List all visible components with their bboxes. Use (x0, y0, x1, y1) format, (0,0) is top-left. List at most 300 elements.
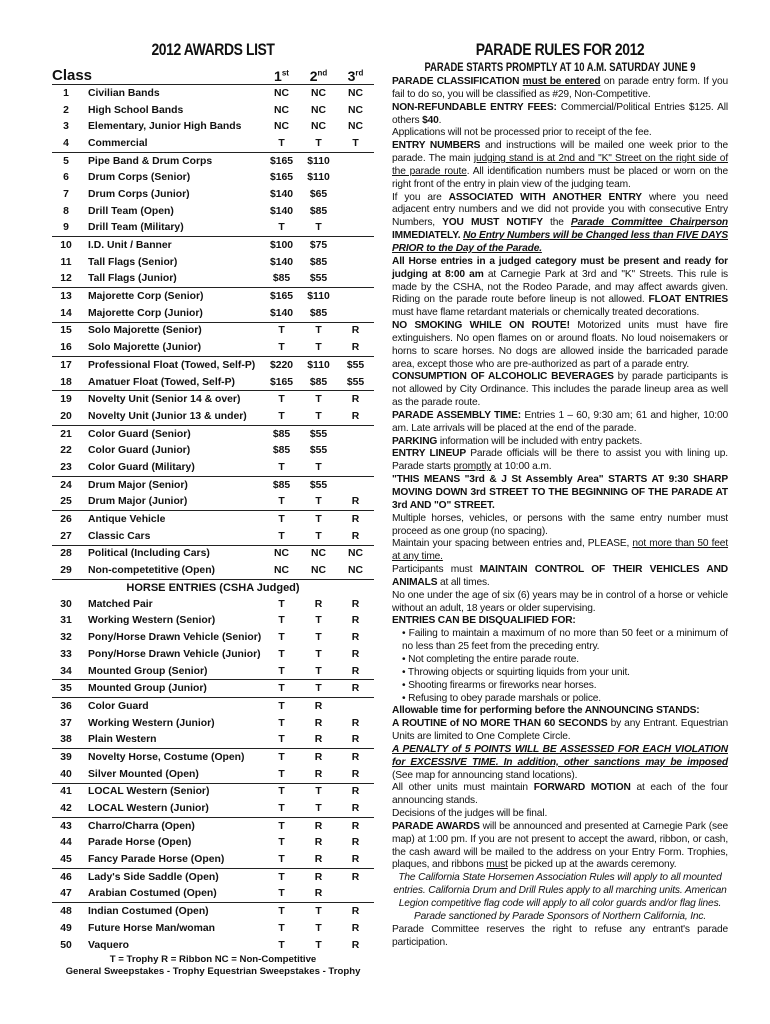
class-number: 30 (60, 598, 72, 610)
third-prize: R (351, 734, 360, 746)
second-prize: NC (310, 565, 326, 577)
class-label: Class (52, 67, 93, 84)
awards-header (52, 62, 374, 84)
class-name: Solo Majorette (Junior) (88, 342, 202, 354)
class-number: 35 (60, 683, 72, 695)
first-prize: $85 (272, 445, 291, 457)
table-row (52, 426, 374, 443)
class-name: Majorette Corp (Junior) (88, 307, 203, 319)
third-prize: R (351, 871, 360, 883)
second-prize: T (315, 394, 322, 406)
third-prize: R (351, 648, 360, 660)
first-prize: T (278, 598, 285, 610)
second-prize: T (315, 514, 322, 526)
table-row (52, 562, 374, 580)
third-prize: R (351, 717, 360, 729)
second-prize: R (314, 700, 323, 712)
third-prize: R (351, 530, 360, 542)
class-name: Matched Pair (88, 598, 153, 610)
first-prize: NC (273, 121, 289, 133)
class-number: 9 (63, 222, 69, 234)
first-prize: $85 (272, 273, 291, 285)
third-prize: R (351, 665, 360, 677)
table-row (52, 220, 374, 238)
table-row (52, 749, 374, 766)
third-prize: R (351, 786, 360, 798)
class-name: Color Guard (Senior) (88, 428, 191, 440)
second-prize: R (314, 854, 323, 866)
class-number: 33 (60, 648, 72, 660)
first-prize: T (278, 751, 285, 763)
first-prize: T (278, 683, 285, 695)
table-row (52, 305, 374, 323)
third-prize: R (351, 820, 360, 832)
table-row (52, 731, 374, 749)
class-number: 26 (60, 514, 72, 526)
table-row (52, 920, 374, 937)
class-name: Novelty Unit (Senior 14 & over) (88, 394, 241, 406)
class-name: Charro/Charra (Open) (88, 820, 195, 832)
table-row (52, 459, 374, 477)
class-number: 28 (60, 548, 72, 560)
table-row (52, 477, 374, 494)
class-number: 18 (60, 376, 72, 388)
class-number: 48 (60, 906, 72, 918)
table-row (52, 546, 374, 563)
rules-title: PARADE RULES FOR 2012 (475, 40, 645, 59)
first-prize: T (278, 648, 285, 660)
class-name: I.D. Unit / Banner (88, 240, 172, 252)
class-name: Working Western (Senior) (88, 615, 216, 627)
first-prize: T (278, 514, 285, 526)
first-prize: $140 (269, 256, 294, 268)
legend (52, 954, 374, 978)
table-row (52, 835, 374, 852)
class-number: 42 (60, 803, 72, 815)
class-number: 6 (63, 172, 69, 184)
table-row (52, 937, 374, 954)
first-prize: T (278, 394, 285, 406)
class-name: Arabian Costumed (Open) (88, 888, 217, 900)
table-row (52, 442, 374, 459)
second-prize: T (315, 342, 322, 354)
class-number: 24 (60, 479, 72, 491)
table-row (52, 784, 374, 801)
first-prize: $140 (269, 188, 294, 200)
class-name: Fancy Parade Horse (Open) (88, 854, 225, 866)
class-number: 43 (60, 820, 72, 832)
table-row (52, 680, 374, 698)
class-name: Novelty Horse, Costume (Open) (88, 751, 245, 763)
second-prize: T (315, 683, 322, 695)
legend-line2: General Sweepstakes - Trophy Equestrian Sweepstakes - Trophy (65, 966, 361, 978)
second-prize: $65 (309, 188, 328, 200)
class-number: 3 (63, 121, 69, 133)
third-prize: R (351, 325, 360, 337)
class-name: Mounted Group (Senior) (88, 665, 208, 677)
class-name: Amatuer Float (Towed, Self-P) (88, 376, 236, 388)
first-prize: $165 (269, 376, 294, 388)
legend-line1: T = Trophy R = Ribbon NC = Non-Competitive (109, 954, 317, 966)
class-name: Pony/Horse Drawn Vehicle (Senior) (88, 632, 262, 644)
class-name: Lady's Side Saddle (Open) (88, 871, 219, 883)
first-prize: T (278, 939, 285, 951)
first-prize: T (278, 820, 285, 832)
horse-table (52, 596, 374, 953)
second-prize: R (314, 751, 323, 763)
rules-footer: Parade Committee reserves the right to refuse any entrant's parade participation. (392, 923, 728, 948)
class-name: Mounted Group (Junior) (88, 683, 207, 695)
class-name: Antique Vehicle (88, 514, 166, 526)
first-prize: T (278, 496, 285, 508)
third-prize: NC (347, 565, 363, 577)
first-prize: T (278, 906, 285, 918)
first-prize: $140 (269, 205, 294, 217)
awards-title: 2012 AWARDS LIST (151, 40, 275, 59)
first-prize: $85 (272, 479, 291, 491)
class-number: 39 (60, 751, 72, 763)
class-number: 1 (63, 87, 69, 99)
class-name: Tall Flags (Senior) (88, 256, 178, 268)
table-row (52, 408, 374, 426)
second-prize: $110 (307, 359, 330, 371)
table-row (52, 629, 374, 646)
first-prize: T (278, 837, 285, 849)
first-prize: NC (273, 87, 289, 99)
first-prize: T (278, 803, 285, 815)
rules-text: PARADE CLASSIFICATION must be entered on parade entry form. If you fail to do so, you will be classified as #29, Non-Competitive. NON-REFUNDABLE ENTRY FEES: Commercial/Political Entries $125. All others $40. Applications will not be processed prior to receipt of the fee. ENTRY NUMBERS and instructions will be mailed one week prior to the parade. The main judging stand is at 2nd and "K" Street on the right side of the parade route. All identification numbers must be placed or worn on the right front of the entry in plain view of the judging team. If you are ASSOCIATED WITH ANOTHER ENTRY where you need adjacent entry numbers and we did not provide you with consecutive Entry Numbers, YOU MUST NOTIFY the Parade Committee Chairperson IMMEDIATELY. No Entry Numbers will be Changed less than FIVE DAYS PRIOR to the Day of the Parade. All Horse entries in a judged category must be present and ready for judging at 8:00 am at Carnegie Park at 3rd and "K" Streets. This rule is made by the CSHA, not the Rodeo Parade, and may affect awards given. Riding on the parade route before lineup is not allowed. FLOAT ENTRIES must have flame retardant materials or chemically treated decorations. NO SMOKING WHILE ON ROUTE! Motorized units must have fire extinguishers. No open flames on or around floats. No loud noisemakers or horns to scare horses. No dogs are allowed inside the barricaded parade area, except those who are pre-authorized as part of a parade entry. CONSUMPTION OF ALCOHOLIC BEVERAGES by parade participants is not allowed by City Ordinance. This includes the parade lineup area as well as the parade route. PARADE ASSEMBLY TIME: Entries 1 – 60, 9:30 am; 61 and higher, 10:00 am. Late arrivals will be placed at the end of the parade. PARKING information will be included with entry packets. ENTRY LINEUP Parade officials will be there to assist you with lining up. Parade starts promptly at 10:00 a.m. "THIS MEANS "3rd & J St Assembly Area" STARTS AT 9:30 SHARP MOVING DOWN 3rd STREET TO THE BEGINNING OF THE PARADE AT 3rd AND "O" STREET. Multiple horses, vehicles, or persons with the same entry number must proceed as one group (no spacing). Maintain your spacing between entries and, PLEASE, not more than 50 feet at any time. Participants must MAINTAIN CONTROL OF THEIR VEHICLES AND ANIMALS at all times. No one under the age of six (6) years may be in control of a horse or vehicle without an adult, 18 years or older supervising. ENTRIES CAN BE DISQUALIFIED FOR: • Failing to maintain a maximum of no more than 50 feet or a minimum of no less than 25 feet from the preceding entry. • Not completing the entire parade route. • Throwing objects or squirting liquids from your unit. • Shooting firearms or fireworks near horses. • Refusing to obey parade marshals or police. Allowable time for performing before the ANNOUNCING STANDS: A ROUTINE of NO MORE THAN 60 SECONDS by any Entrant. Equestrian Units are limited to One Complete Circle. A PENALTY of 5 POINTS WILL BE ASSESSED FOR EACH VIOLATION for EXCESSIVE TIME. In addition, other sanctions may be imposed (See map for announcing stand locations). All other units must maintain FORWARD MOTION at each of the four announcing stands. Decisions of the judges will be final. PARADE AWARDS will be announced and presented at Carnegie Park (see map) at 1:00 pm. If you are not present to accept the award, ribbon, or cash, the cash award will be mailed to the address on your Entry Form. Trophies, plaques, and ribbons must be picked up at the awards ceremony. The California State Horsemen Association Rules will apply to all mounted entries. California Drum and Drill Rules apply to all marching units. American Legion competitive flag code will apply to all color guards and/or flag lines. Parade sanctioned by Parade Sponsors of Northern California, Inc. Parade Committee reserves the right to refuse any entrant's parade participation. (392, 76, 728, 949)
horse-entries-title: HORSE ENTRIES (CSHA Judged) (126, 581, 300, 594)
first-prize: T (278, 137, 285, 149)
third-prize: $55 (346, 376, 365, 388)
class-name: Professional Float (Towed, Self-P) (88, 359, 256, 371)
table-row (52, 903, 374, 920)
col-first: 1st (274, 68, 289, 84)
second-prize: R (314, 837, 323, 849)
first-prize: $140 (269, 307, 294, 319)
second-prize: NC (310, 87, 326, 99)
second-prize: T (315, 410, 322, 422)
class-number: 38 (60, 734, 72, 746)
second-prize: $55 (309, 479, 328, 491)
class-name: High School Bands (88, 104, 184, 116)
second-prize: R (314, 768, 323, 780)
table-row (52, 886, 374, 904)
first-prize: T (278, 700, 285, 712)
table-row (52, 494, 374, 512)
class-name: Silver Mounted (Open) (88, 768, 199, 780)
class-number: 36 (60, 700, 72, 712)
table-row (52, 357, 374, 374)
class-name: Parade Horse (Open) (88, 837, 192, 849)
table-row (52, 85, 374, 102)
class-number: 19 (60, 394, 72, 406)
class-name: Non-competetitive (Open) (88, 565, 216, 577)
class-number: 47 (60, 888, 72, 900)
second-prize: R (314, 871, 323, 883)
first-prize: T (278, 854, 285, 866)
class-name: LOCAL Western (Senior) (88, 786, 210, 798)
table-row (52, 102, 374, 119)
class-name: Tall Flags (Junior) (88, 273, 177, 285)
third-prize: R (351, 751, 360, 763)
table-row (52, 818, 374, 835)
table-row (52, 869, 374, 886)
table-row (52, 135, 374, 153)
class-number: 17 (60, 359, 72, 371)
second-prize: T (315, 461, 322, 473)
first-prize: $220 (269, 359, 294, 371)
first-prize: T (278, 325, 285, 337)
second-prize: R (314, 598, 323, 610)
third-prize: R (351, 394, 360, 406)
third-prize: R (351, 803, 360, 815)
class-number: 32 (60, 632, 72, 644)
class-number: 25 (60, 496, 72, 508)
class-name: Working Western (Junior) (88, 717, 215, 729)
class-name: Pony/Horse Drawn Vehicle (Junior) (88, 648, 261, 660)
second-prize: T (315, 939, 322, 951)
third-prize: R (351, 922, 360, 934)
table-row (52, 766, 374, 784)
second-prize: T (315, 648, 322, 660)
second-prize: $85 (309, 307, 328, 319)
second-prize: T (315, 530, 322, 542)
rules-note: The California State Horsemen Association Rules will apply to all mounted entries. California Drum and Drill Rules apply to all marching units. American Legion competitive flag code will apply to all color guards and/or flag lines. Parade sanctioned by Parade Sponsors of Northern California, Inc. (393, 872, 727, 922)
class-number: 29 (60, 565, 72, 577)
table-row (52, 203, 374, 220)
table-row (52, 596, 374, 613)
first-prize: $165 (269, 155, 294, 167)
third-prize: NC (347, 121, 363, 133)
first-prize: T (278, 342, 285, 354)
table-row (52, 323, 374, 340)
class-number: 27 (60, 530, 72, 542)
second-prize: T (315, 137, 322, 149)
first-prize: T (278, 410, 285, 422)
first-prize: T (278, 786, 285, 798)
table-row (52, 254, 374, 271)
second-prize: T (315, 615, 322, 627)
table-row (52, 698, 374, 715)
second-prize: $85 (309, 205, 328, 217)
first-prize: $100 (269, 240, 294, 252)
second-prize: T (315, 906, 322, 918)
second-prize: R (314, 888, 323, 900)
class-number: 45 (60, 854, 72, 866)
class-name: Drill Team (Military) (88, 222, 184, 234)
col-second: 2nd (309, 68, 328, 84)
class-name: Elementary, Junior High Bands (88, 121, 242, 133)
col-third: 3rd (347, 68, 364, 84)
second-prize: NC (310, 121, 326, 133)
first-prize: T (278, 734, 285, 746)
second-prize: $75 (309, 240, 328, 252)
class-name: Color Guard (Military) (88, 461, 195, 473)
second-prize: T (315, 325, 322, 337)
class-number: 11 (60, 256, 72, 268)
second-prize: $55 (309, 428, 328, 440)
second-prize: $55 (309, 445, 328, 457)
table-row (52, 237, 374, 254)
class-name: Drum Corps (Senior) (88, 172, 191, 184)
table-row (52, 153, 374, 170)
third-prize: R (351, 854, 360, 866)
second-prize: R (314, 717, 323, 729)
first-prize: T (278, 871, 285, 883)
table-row (52, 715, 374, 732)
second-prize: $110 (307, 291, 330, 303)
second-prize: T (315, 786, 322, 798)
table-row (52, 271, 374, 289)
second-prize: $110 (307, 155, 330, 167)
first-prize: NC (273, 565, 289, 577)
first-prize: NC (273, 548, 289, 560)
class-number: 49 (60, 922, 72, 934)
third-prize: R (351, 514, 360, 526)
class-number: 2 (63, 104, 69, 116)
table-row (52, 288, 374, 305)
rules-subtitle: PARADE STARTS PROMPTLY AT 10 A.M. SATURDAY JUNE 9 (424, 62, 696, 74)
class-name: Drum Major (Senior) (88, 479, 188, 491)
first-prize: T (278, 717, 285, 729)
class-name: Drum Major (Junior) (88, 496, 188, 508)
third-prize: R (351, 615, 360, 627)
class-number: 37 (60, 717, 72, 729)
class-name: Pipe Band & Drum Corps (88, 155, 213, 167)
class-number: 34 (60, 665, 72, 677)
second-prize: $85 (309, 376, 328, 388)
table-row (52, 663, 374, 681)
class-number: 21 (60, 428, 72, 440)
second-prize: NC (310, 548, 326, 560)
second-prize: $85 (309, 256, 328, 268)
awards-list (52, 40, 374, 978)
table-row (52, 511, 374, 528)
table-row (52, 646, 374, 663)
third-prize: R (351, 632, 360, 644)
third-prize: T (352, 137, 359, 149)
table-row (52, 339, 374, 357)
third-prize: R (351, 837, 360, 849)
class-name: Drill Team (Open) (88, 205, 174, 217)
class-number: 5 (63, 155, 69, 167)
second-prize: $110 (307, 172, 330, 184)
class-number: 7 (63, 188, 69, 200)
first-prize: T (278, 888, 285, 900)
table-row (52, 118, 374, 135)
class-number: 41 (60, 786, 72, 798)
third-prize: R (351, 768, 360, 780)
third-prize: R (351, 496, 360, 508)
first-prize: $165 (269, 172, 294, 184)
class-number: 23 (60, 461, 72, 473)
third-prize: R (351, 906, 360, 918)
table-row (52, 528, 374, 546)
class-number: 22 (60, 445, 72, 457)
third-prize: R (351, 410, 360, 422)
class-name: Future Horse Man/woman (88, 922, 216, 934)
third-prize: R (351, 683, 360, 695)
table-row (52, 391, 374, 408)
second-prize: T (315, 665, 322, 677)
table-row (52, 613, 374, 630)
class-name: Majorette Corp (Senior) (88, 291, 204, 303)
class-number: 50 (60, 939, 72, 951)
second-prize: R (314, 734, 323, 746)
class-name: Color Guard (88, 700, 149, 712)
class-number: 10 (60, 240, 72, 252)
first-prize: NC (273, 104, 289, 116)
class-name: Political (Including Cars) (88, 548, 210, 560)
awards-table (52, 84, 374, 580)
first-prize: T (278, 615, 285, 627)
class-name: Color Guard (Junior) (88, 445, 191, 457)
first-prize: $85 (272, 428, 291, 440)
second-prize: T (315, 803, 322, 815)
table-row (52, 169, 374, 186)
first-prize: T (278, 222, 285, 234)
third-prize: NC (347, 548, 363, 560)
second-prize: NC (310, 104, 326, 116)
second-prize: T (315, 496, 322, 508)
class-name: Commercial (88, 137, 148, 149)
third-prize: R (351, 598, 360, 610)
third-prize: NC (347, 104, 363, 116)
second-prize: T (315, 632, 322, 644)
first-prize: T (278, 530, 285, 542)
class-number: 12 (60, 273, 72, 285)
second-prize: R (314, 820, 323, 832)
class-number: 4 (63, 137, 69, 149)
class-name: Solo Majorette (Senior) (88, 325, 202, 337)
parade-rules (392, 40, 728, 949)
third-prize: $55 (346, 359, 365, 371)
class-name: LOCAL Western (Junior) (88, 803, 209, 815)
table-row (52, 800, 374, 818)
first-prize: T (278, 632, 285, 644)
class-number: 46 (60, 871, 72, 883)
third-prize: R (351, 342, 360, 354)
class-number: 44 (60, 837, 72, 849)
table-row (52, 851, 374, 869)
second-prize: T (315, 222, 322, 234)
class-number: 8 (63, 205, 69, 217)
class-name: Novelty Unit (Junior 13 & under) (88, 410, 247, 422)
third-prize: NC (347, 87, 363, 99)
class-name: Vaquero (88, 939, 129, 951)
class-number: 20 (60, 410, 72, 422)
class-number: 16 (60, 342, 72, 354)
class-number: 15 (60, 325, 72, 337)
class-number: 14 (60, 307, 72, 319)
first-prize: T (278, 461, 285, 473)
class-name: Drum Corps (Junior) (88, 188, 190, 200)
class-name: Classic Cars (88, 530, 151, 542)
third-prize: R (351, 939, 360, 951)
class-name: Indian Costumed (Open) (88, 906, 209, 918)
second-prize: T (315, 922, 322, 934)
second-prize: $55 (309, 273, 328, 285)
table-row (52, 186, 374, 203)
class-name: Plain Western (88, 734, 157, 746)
class-number: 40 (60, 768, 72, 780)
class-number: 13 (60, 291, 72, 303)
class-number: 31 (60, 615, 72, 627)
first-prize: $165 (269, 291, 294, 303)
first-prize: T (278, 922, 285, 934)
first-prize: T (278, 768, 285, 780)
